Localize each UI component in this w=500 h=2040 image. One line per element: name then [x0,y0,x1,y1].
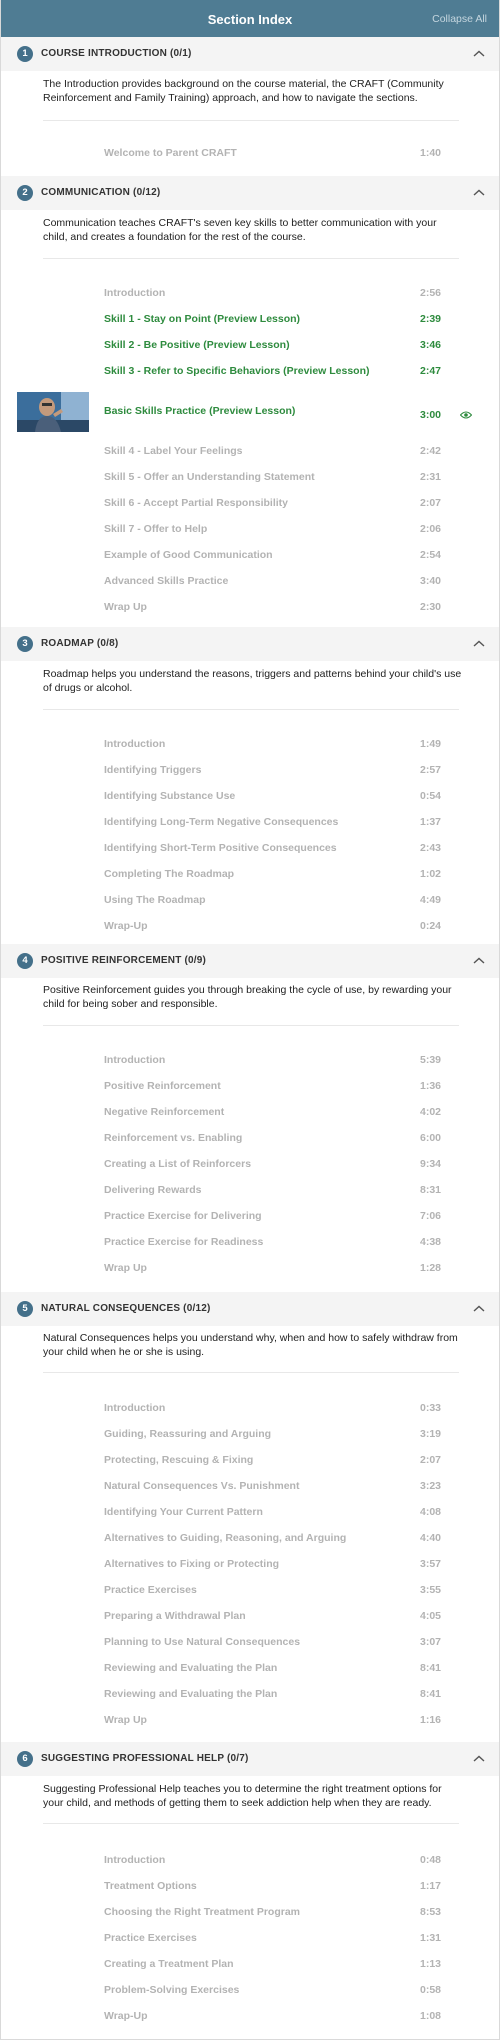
lesson-duration: 8:53 [420,1906,442,1918]
lesson-duration: 2:47 [420,365,442,377]
lesson-row[interactable] [1,1048,499,1074]
lesson-row[interactable] [1,1630,499,1656]
section-divider [43,258,459,259]
section-number-badge: 4 [17,953,33,969]
lesson-row[interactable] [1,1978,499,2004]
lesson-title: Wrap Up [104,1262,147,1274]
lesson-duration: 1:37 [420,816,442,828]
lesson-title: Skill 5 - Offer an Understanding Statement [104,471,315,483]
lesson-duration: 2:56 [420,287,442,299]
lesson-title: Wrap Up [104,601,147,613]
section-number-badge: 2 [17,185,33,201]
chevron-up-icon[interactable] [473,638,485,650]
lesson-duration: 3:40 [420,575,442,587]
section-title: NATURAL CONSEQUENCES (0/12) [41,1303,211,1314]
lesson-duration: 0:24 [420,920,442,932]
lesson-duration: 1:13 [420,1958,442,1970]
lesson-title: Practice Exercises [104,1932,197,1944]
lesson-title: Example of Good Communication [104,549,273,561]
lesson-title: Identifying Long-Term Negative Consequences [104,816,339,828]
section-number-badge: 1 [17,46,33,62]
lesson-title: Alternatives to Guiding, Reasoning, and Arguing [104,1532,347,1544]
lesson-title: Introduction [104,1854,166,1866]
lesson-title: Identifying Substance Use [104,790,236,802]
lesson-title: Identifying Your Current Pattern [104,1506,263,1518]
lesson-row[interactable] [1,1256,499,1282]
section-description: Roadmap helps you understand the reasons, triggers and patterns behind your child's use of drugs or alcohol. [43,668,462,694]
lesson-duration: 2:42 [420,445,442,457]
lesson-title: Creating a Treatment Plan [104,1958,234,1970]
lesson-row[interactable] [1,439,499,465]
lesson-row[interactable] [1,1100,499,1126]
lesson-duration: 1:28 [420,1262,442,1274]
lesson-title: Positive Reinforcement [104,1080,221,1092]
section-number-badge: 3 [17,636,33,652]
lesson-duration: 2:30 [420,601,442,613]
lesson-duration: 0:54 [420,790,442,802]
section-divider [43,709,459,710]
lesson-title: Skill 3 - Refer to Specific Behaviors (Preview Lesson) [104,365,370,377]
section-description: Suggesting Professional Help teaches you to determine the right treatment options for your child, and methods of getting them to seek addiction help when they are ready. [43,1783,442,1809]
section-header-communication[interactable] [1,176,499,210]
lesson-row[interactable] [1,1204,499,1230]
section-header-roadmap[interactable] [1,627,499,661]
section-description: Positive Reinforcement guides you through breaking the cycle of use, by rewarding your child for being sober and responsible. [43,984,452,1010]
lesson-title: Protecting, Rescuing & Fixing [104,1454,254,1466]
chevron-up-icon[interactable] [473,1753,485,1765]
lesson-row[interactable] [1,1448,499,1474]
lesson-title: Wrap-Up [104,920,148,932]
lesson-row[interactable] [1,888,499,914]
preview-lesson-row[interactable] [1,333,499,359]
lesson-row[interactable] [1,1900,499,1926]
lesson-duration: 8:41 [420,1688,442,1700]
lesson-row[interactable] [1,517,499,543]
lesson-row[interactable] [1,862,499,888]
lesson-duration: 1:17 [420,1880,442,1892]
lesson-row[interactable] [1,732,499,758]
section-description: Natural Consequences helps you understand why, when and how to safely withdraw from your child when he or she is using. [43,1332,458,1358]
section-description: Communication teaches CRAFT's seven key skills to better communication with your child, and creates a foundation for the rest of the course. [43,217,437,243]
lesson-row[interactable] [1,1656,499,1682]
lesson-row[interactable] [1,1682,499,1708]
lesson-duration: 0:58 [420,1984,442,1996]
lesson-title: Skill 6 - Accept Partial Responsibility [104,497,289,509]
lesson-row[interactable] [1,914,499,940]
lesson-title: Using The Roadmap [104,894,206,906]
section-title: COURSE INTRODUCTION (0/1) [41,48,192,59]
section-title: ROADMAP (0/8) [41,638,119,649]
lesson-row[interactable] [1,595,499,621]
section-header-suggesting-professional-help[interactable] [1,1742,499,1776]
section-index-header [1,0,499,40]
lesson-duration: 0:33 [420,1402,442,1414]
lesson-title: Welcome to Parent CRAFT [104,147,237,159]
lesson-duration: 8:41 [420,1662,442,1674]
chevron-up-icon[interactable] [473,1303,485,1315]
lesson-row[interactable] [1,465,499,491]
lesson-title: Reviewing and Evaluating the Plan [104,1688,278,1700]
lesson-duration: 2:57 [420,764,442,776]
lesson-title: Wrap Up [104,1714,147,1726]
section-header-positive-reinforcement[interactable] [1,944,499,978]
lesson-row[interactable] [1,1422,499,1448]
lesson-title: Introduction [104,738,166,750]
lesson-title: Problem-Solving Exercises [104,1984,240,1996]
lesson-duration: 1:08 [420,2010,442,2022]
lesson-duration: 4:38 [420,1236,442,1248]
lesson-title: Creating a List of Reinforcers [104,1158,252,1170]
lesson-duration: 2:39 [420,313,442,325]
lesson-duration: 4:08 [420,1506,442,1518]
lesson-title: Practice Exercise for Readiness [104,1236,264,1248]
lesson-row[interactable] [1,543,499,569]
lesson-duration: 3:19 [420,1428,442,1440]
lesson-row[interactable] [1,281,499,307]
lesson-row[interactable] [1,1396,499,1422]
lesson-duration: 9:34 [420,1158,442,1170]
lesson-row[interactable] [1,1708,499,1734]
lesson-row[interactable] [1,1178,499,1204]
lesson-duration: 8:31 [420,1184,442,1196]
lesson-title: Skill 2 - Be Positive (Preview Lesson) [104,339,290,351]
lesson-row[interactable] [1,2004,499,2030]
lesson-title: Guiding, Reassuring and Arguing [104,1428,272,1440]
lesson-title: Skill 7 - Offer to Help [104,523,208,535]
section-description: The Introduction provides background on the course material, the CRAFT (Community Reinforcement and Family Training) approach, and how to navigate the sections. [43,78,444,104]
lesson-row[interactable] [1,1126,499,1152]
lesson-title: Identifying Triggers [104,764,202,776]
lesson-row[interactable] [1,491,499,517]
lesson-title: Planning to Use Natural Consequences [104,1636,301,1648]
lesson-duration: 4:49 [420,894,442,906]
lesson-title: Choosing the Right Treatment Program [104,1906,301,1918]
lesson-title: Reviewing and Evaluating the Plan [104,1662,278,1674]
lesson-title: Natural Consequences Vs. Punishment [104,1480,300,1492]
lesson-title: Advanced Skills Practice [104,575,229,587]
lesson-duration: 2:06 [420,523,442,535]
preview-lesson-row-with-thumbnail[interactable] [1,399,499,425]
lesson-title: Reinforcement vs. Enabling [104,1132,243,1144]
lesson-title: Delivering Rewards [104,1184,202,1196]
section-title: SUGGESTING PROFESSIONAL HELP (0/7) [41,1753,249,1764]
lesson-row[interactable] [1,1926,499,1952]
lesson-row[interactable] [1,758,499,784]
lesson-title: Alternatives to Fixing or Protecting [104,1558,280,1570]
lesson-title: Negative Reinforcement [104,1106,225,1118]
chevron-up-icon[interactable] [473,48,485,60]
lesson-row[interactable] [1,1848,499,1874]
lesson-title: Completing The Roadmap [104,868,235,880]
lesson-duration: 1:02 [420,868,442,880]
lesson-duration: 0:48 [420,1854,442,1866]
lesson-title: Treatment Options [104,1880,197,1892]
chevron-up-icon[interactable] [473,955,485,967]
lesson-duration: 1:40 [420,147,442,159]
lesson-row[interactable] [1,836,499,862]
lesson-title: Introduction [104,1054,166,1066]
lesson-row[interactable] [1,810,499,836]
lesson-title: Practice Exercises [104,1584,197,1596]
section-divider [43,1372,459,1373]
lesson-row[interactable] [1,1152,499,1178]
lesson-duration: 4:40 [420,1532,442,1544]
lesson-duration: 3:23 [420,1480,442,1492]
lesson-duration: 3:46 [420,339,442,351]
lesson-row[interactable] [1,1952,499,1978]
lesson-duration: 1:49 [420,738,442,750]
section-header-natural-consequences[interactable] [1,1292,499,1326]
lesson-row[interactable] [1,1526,499,1552]
lesson-duration: 3:57 [420,1558,442,1570]
section-title: POSITIVE REINFORCEMENT (0/9) [41,955,207,966]
lesson-title: Skill 4 - Label Your Feelings [104,445,243,457]
section-number-badge: 6 [17,1751,33,1767]
lesson-row[interactable] [1,1552,499,1578]
lesson-duration: 2:43 [420,842,442,854]
lesson-title: Introduction [104,1402,166,1414]
lesson-duration: 1:16 [420,1714,442,1726]
collapse-all-button[interactable]: Collapse All [432,13,487,25]
preview-lesson-row[interactable] [1,359,499,385]
lesson-duration: 1:31 [420,1932,442,1944]
lesson-title: Preparing a Withdrawal Plan [104,1610,246,1622]
lesson-row[interactable] [1,1578,499,1604]
lesson-duration: 3:00 [420,409,442,421]
lesson-title: Identifying Short-Term Positive Consequences [104,842,337,854]
lesson-row[interactable] [1,569,499,595]
section-title: COMMUNICATION (0/12) [41,187,161,198]
lesson-row[interactable] [1,1604,499,1630]
lesson-duration: 2:54 [420,549,442,561]
lesson-duration: 4:02 [420,1106,442,1118]
section-number-badge: 5 [17,1301,33,1317]
lesson-row[interactable] [1,141,499,167]
section-index-title: Section Index [207,12,293,27]
lesson-row[interactable] [1,1500,499,1526]
eye-icon[interactable] [460,411,472,419]
lesson-title: Wrap-Up [104,2010,148,2022]
lesson-row[interactable] [1,1230,499,1256]
section-divider [43,1823,459,1824]
lesson-duration: 1:36 [420,1080,442,1092]
lesson-title: Basic Skills Practice (Preview Lesson) [104,405,296,417]
lesson-duration: 3:07 [420,1636,442,1648]
lesson-row[interactable] [1,784,499,810]
section-header-course-introduction[interactable] [1,37,499,71]
chevron-up-icon[interactable] [473,187,485,199]
lesson-duration: 6:00 [420,1132,442,1144]
preview-lesson-row[interactable] [1,307,499,333]
lesson-duration: 7:06 [420,1210,442,1222]
lesson-title: Skill 1 - Stay on Point (Preview Lesson) [104,313,301,325]
section-divider [43,1025,459,1026]
lesson-duration: 4:05 [420,1610,442,1622]
lesson-duration: 2:07 [420,497,442,509]
section-divider [43,120,459,121]
lesson-row[interactable] [1,1074,499,1100]
lesson-title: Practice Exercise for Delivering [104,1210,262,1222]
lesson-duration: 5:39 [420,1054,442,1066]
lesson-title: Introduction [104,287,166,299]
lesson-duration: 2:31 [420,471,442,483]
lesson-row[interactable] [1,1874,499,1900]
lesson-row[interactable] [1,1474,499,1500]
lesson-duration: 3:55 [420,1584,442,1596]
lesson-duration: 2:07 [420,1454,442,1466]
